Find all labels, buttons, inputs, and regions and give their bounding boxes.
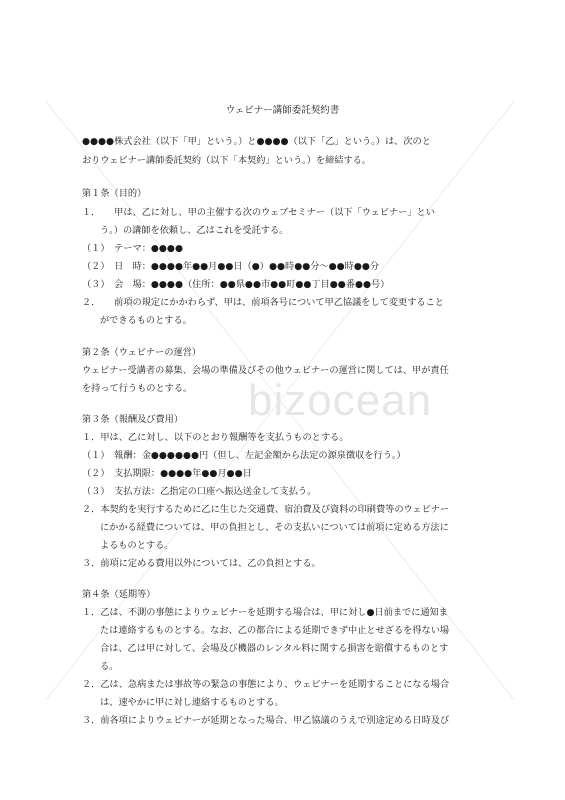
article-line: う。）の講師を依頼し、乙はこれを受託する。 xyxy=(100,225,289,236)
article-line: ２．乙は、急病または事故等の緊急の事態により、ウェビナーを延期することになる場合 xyxy=(82,679,450,690)
article-line: １．乙は、不測の事態によりウェビナーを延期する場合は、甲に対し●日前までに通知ま xyxy=(82,607,448,618)
article-line: ２．本契約を実行するために乙に生じた交通費、宿泊費及び資料の印刷費等のウェビナー xyxy=(82,504,450,515)
article-line: （２） 日 時：●●●●年●●月●●日（●）●●時●●分～●●時●●分 xyxy=(82,261,380,272)
article-heading: 第３条（報酬及び費用） xyxy=(82,414,184,425)
article-line: （３） 支払方法：乙指定の口座へ振込送金して支払う。 xyxy=(82,486,317,497)
article-line: ２． 前項の規定にかかわらず、甲は、前項各号について甲乙協議をして変更すること xyxy=(82,297,444,308)
article-line: る。 xyxy=(100,661,119,672)
article-line: ができるものとする。 xyxy=(100,315,192,326)
article-heading: 第１条（目的） xyxy=(82,188,147,199)
article-line: （１） 報酬：金●●●●●●円（但し、左記金額から法定の源泉徴収を行う。） xyxy=(82,450,406,461)
article-line: （３） 会 場：●●●●（住所：●●県●●市●●町●●丁目●●番●●号） xyxy=(82,279,390,290)
article-line: ３．前項に定める費用以外については、乙の負担とする。 xyxy=(82,558,321,569)
article-line: よるものとする。 xyxy=(100,540,174,551)
article-line: １． 甲は、乙に対し、甲の主催する次のウェブセミナー（以下「ウェビナー」とい xyxy=(82,207,435,218)
watermark-logo: bizocean xyxy=(248,376,433,425)
intro-line: ●●●●株式会社（以下「甲」という。）と●●●●（以下「乙」という。）は、次のと xyxy=(82,136,431,147)
article-line: （２） 支払期限：●●●●年●●月●●日 xyxy=(82,468,252,479)
article-line: ３．前各項によりウェビナーが延期となった場合、甲乙協議のうえで別途定める日時及び xyxy=(82,715,450,726)
article-line: ウェビナー受講者の募集、会場の準備及びその他ウェビナーの運営に関しては、甲が責任 xyxy=(82,365,449,376)
article-line: １．甲は、乙に対し、以下のとおり報酬等を支払うものとする。 xyxy=(82,432,349,443)
article-line: にかかる経費については、甲の負担とし、その支払いについては前項に定める方法に xyxy=(100,522,449,533)
article-line: は、速やかに甲に対し連絡するものとする。 xyxy=(100,697,284,708)
document-title: ウェビナー講師委託契約書 xyxy=(225,105,340,116)
article-heading: 第２条（ウェビナーの運営） xyxy=(82,347,202,358)
article-line: たは連絡するものとする。なお、乙の都合による延期できず中止とせざるを得ない場 xyxy=(100,625,450,636)
article-line: 合は、乙は甲に対して、会場及び機器のレンタル料に関する損害を賠償するものとす xyxy=(100,643,449,654)
intro-line: おりウェビナー講師委託契約（以下「本契約」という。）を締結する。 xyxy=(82,155,372,166)
article-heading: 第４条（延期等） xyxy=(82,589,156,600)
article-line: （１） テーマ：●●●● xyxy=(82,243,183,254)
article-line: を持って行うものとする。 xyxy=(82,383,193,394)
